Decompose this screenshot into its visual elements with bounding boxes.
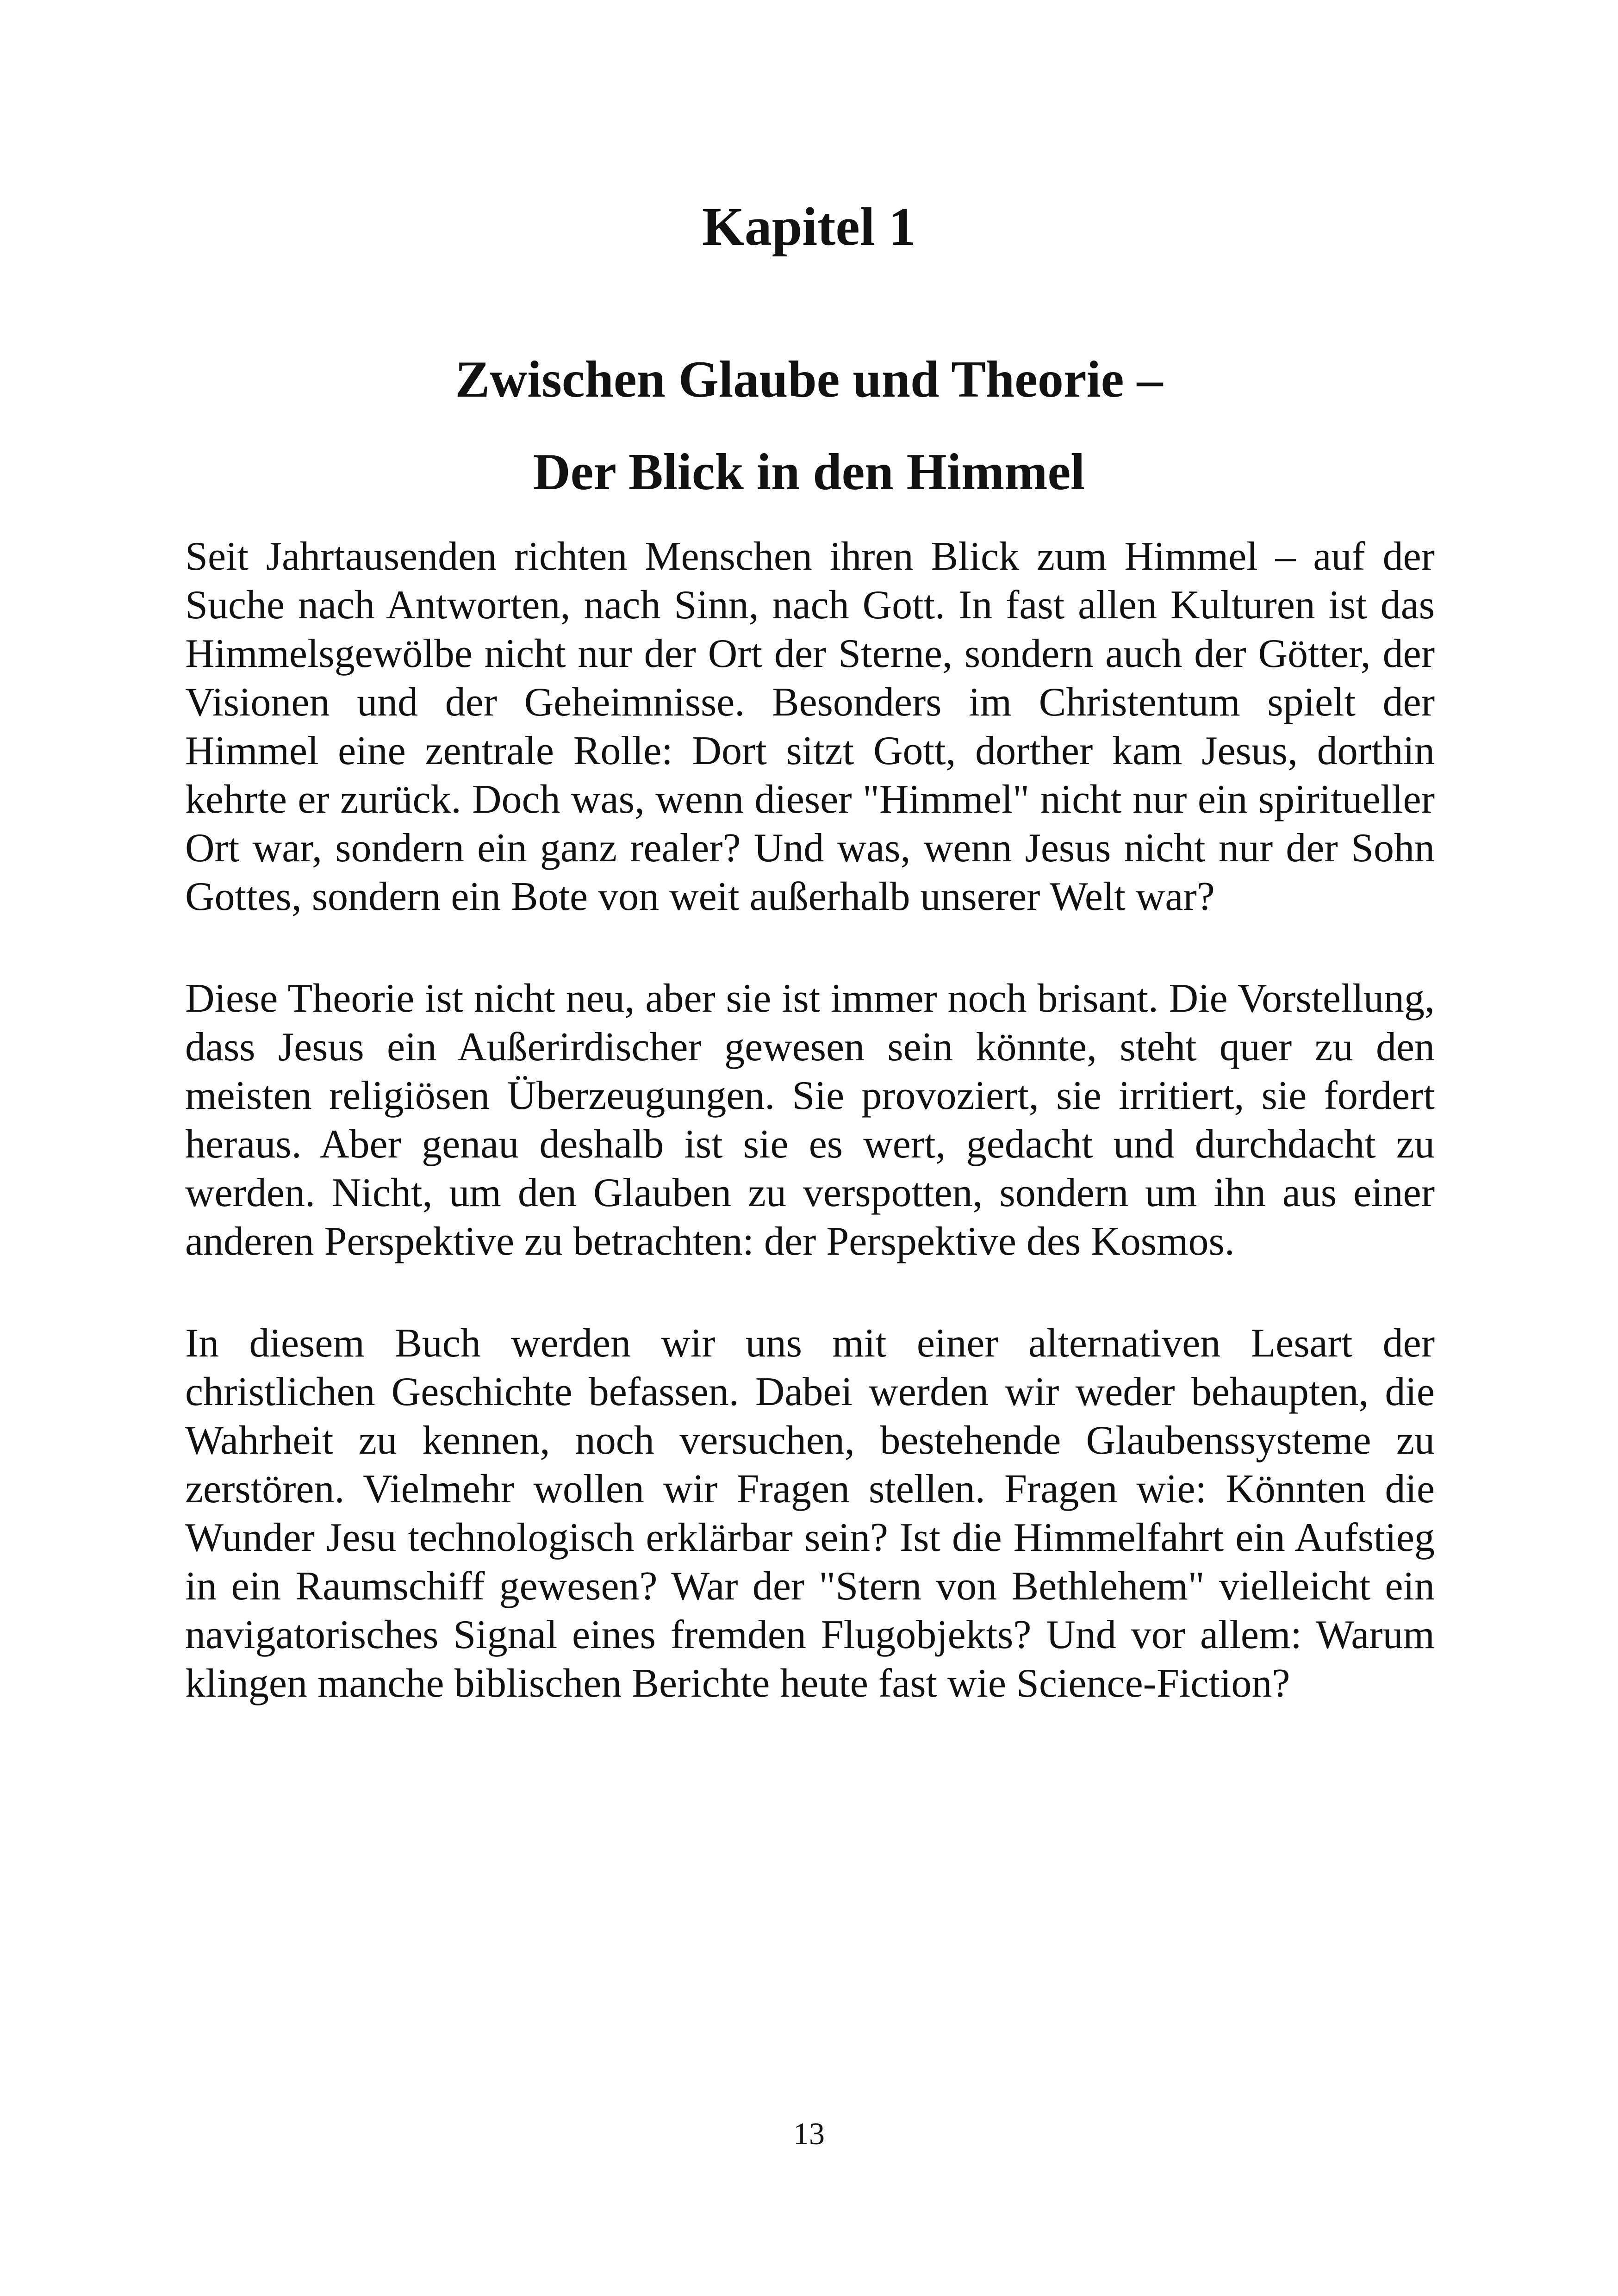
paragraph-3: In diesem Buch werden wir uns mit einer alternativen Lesart der christlichen Geschichte befassen. Dabei werden wir weder behaupten, die Wahrheit zu kennen, noch versuchen, bestehende Glaubenssysteme zu zerstören. Vielmehr wollen wir Fragen stellen. Fragen wie: Könnten die Wunder Jesu technologisch erklärbar sein? Ist die Himmelfahrt ein Aufstieg in ein Raumschiff gewesen? War der "Stern von Bethlehem" vielleicht ein navigatorisches Signal eines fremden Flugobjekts? Und vor allem: Warum klingen manche biblischen Berichte heute fast wie Science-Fiction?	[185, 1321, 1435, 1706]
chapter-title-line-2: Der Blick in den Himmel	[533, 443, 1085, 501]
chapter-title	[0, 333, 1618, 518]
paragraph-1: Seit Jahrtausenden richten Menschen ihren Blick zum Himmel – auf der Suche nach Antworten, nach Sinn, nach Gott. In fast allen Kulturen ist das Himmelsgewölbe nicht nur der Ort der Sterne, sondern auch der Götter, der Visionen und der Geheimnisse. Besonders im Christentum spielt der Himmel eine zentrale Rolle: Dort sitzt Gott, dorther kam Jesus, dorthin kehrte er zurück. Doch was, wenn dieser "Himmel" nicht nur ein spiritueller Ort war, sondern ein ganz realer? Und was, wenn Jesus nicht nur der Sohn Gottes, sondern ein Bote von weit außerhalb unserer Welt war?	[185, 534, 1435, 919]
chapter-label: Kapitel 1	[702, 196, 916, 257]
chapter-title-line-1: Zwischen Glaube und Theorie –	[455, 351, 1163, 408]
body-text	[185, 532, 1435, 1761]
page-number: 13	[793, 2116, 825, 2151]
paragraph-2: Diese Theorie ist nicht neu, aber sie ist immer noch brisant. Die Vorstellung, dass Jesus ein Außerirdischer gewesen sein könnte, steht quer zu den meisten religiösen Überzeugungen. Sie provoziert, sie irritiert, sie fordert heraus. Aber genau deshalb ist sie es wert, gedacht und durchdacht zu werden. Nicht, um den Glauben zu verspotten, sondern um ihn aus einer anderen Perspektive zu betrachten: der Perspektive des Kosmos.	[185, 976, 1435, 1264]
